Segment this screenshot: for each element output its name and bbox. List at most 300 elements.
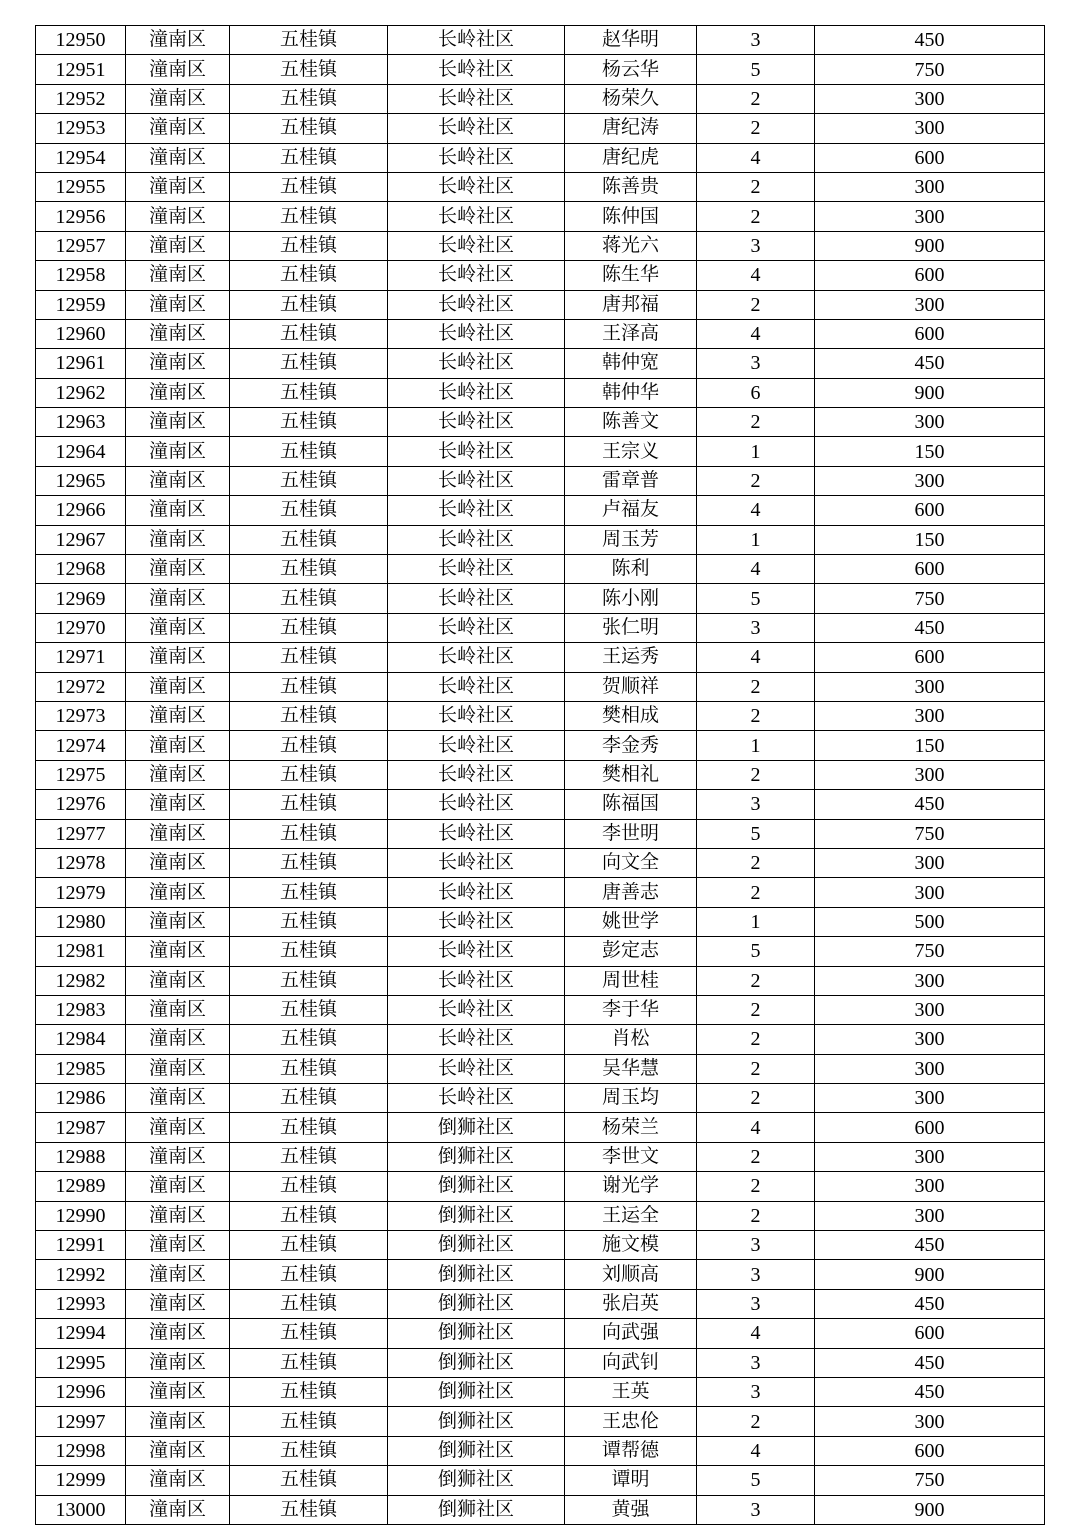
record-number-cell: 12960 bbox=[36, 319, 126, 348]
district-cell: 潼南区 bbox=[126, 261, 230, 290]
name-cell: 谢光学 bbox=[565, 1172, 697, 1201]
name-cell: 唐纪虎 bbox=[565, 143, 697, 172]
table-row bbox=[36, 966, 1045, 995]
record-number-cell: 12997 bbox=[36, 1407, 126, 1436]
table-row bbox=[36, 1407, 1045, 1436]
record-number-cell: 12950 bbox=[36, 26, 126, 55]
name-cell: 杨荣久 bbox=[565, 84, 697, 113]
name-cell: 周玉芳 bbox=[565, 525, 697, 554]
record-number-cell: 12977 bbox=[36, 819, 126, 848]
district-cell: 潼南区 bbox=[126, 1348, 230, 1377]
household-size-cell: 4 bbox=[697, 496, 815, 525]
table-row bbox=[36, 555, 1045, 584]
name-cell: 陈善贵 bbox=[565, 172, 697, 201]
household-size-cell: 4 bbox=[697, 555, 815, 584]
town-cell: 五桂镇 bbox=[230, 172, 388, 201]
district-cell: 潼南区 bbox=[126, 1025, 230, 1054]
district-cell: 潼南区 bbox=[126, 1407, 230, 1436]
district-cell: 潼南区 bbox=[126, 1201, 230, 1230]
community-cell: 长岭社区 bbox=[388, 672, 565, 701]
community-cell: 倒狮社区 bbox=[388, 1377, 565, 1406]
amount-cell: 150 bbox=[815, 437, 1045, 466]
community-cell: 倒狮社区 bbox=[388, 1436, 565, 1465]
community-cell: 长岭社区 bbox=[388, 202, 565, 231]
table-row bbox=[36, 1348, 1045, 1377]
table-row bbox=[36, 1436, 1045, 1465]
household-size-cell: 3 bbox=[697, 790, 815, 819]
amount-cell: 600 bbox=[815, 1436, 1045, 1465]
household-size-cell: 2 bbox=[697, 848, 815, 877]
name-cell: 陈生华 bbox=[565, 261, 697, 290]
town-cell: 五桂镇 bbox=[230, 966, 388, 995]
household-size-cell: 2 bbox=[697, 84, 815, 113]
household-size-cell: 5 bbox=[697, 1466, 815, 1495]
name-cell: 卢福友 bbox=[565, 496, 697, 525]
household-size-cell: 2 bbox=[697, 1054, 815, 1083]
table-row bbox=[36, 790, 1045, 819]
table-row bbox=[36, 937, 1045, 966]
district-cell: 潼南区 bbox=[126, 26, 230, 55]
record-number-cell: 12982 bbox=[36, 966, 126, 995]
table-row bbox=[36, 1495, 1045, 1524]
name-cell: 陈小刚 bbox=[565, 584, 697, 613]
district-cell: 潼南区 bbox=[126, 1113, 230, 1142]
district-cell: 潼南区 bbox=[126, 55, 230, 84]
town-cell: 五桂镇 bbox=[230, 760, 388, 789]
table-row bbox=[36, 731, 1045, 760]
amount-cell: 600 bbox=[815, 261, 1045, 290]
town-cell: 五桂镇 bbox=[230, 731, 388, 760]
community-cell: 长岭社区 bbox=[388, 701, 565, 730]
name-cell: 李金秀 bbox=[565, 731, 697, 760]
community-cell: 长岭社区 bbox=[388, 731, 565, 760]
name-cell: 赵华明 bbox=[565, 26, 697, 55]
table-row bbox=[36, 349, 1045, 378]
town-cell: 五桂镇 bbox=[230, 55, 388, 84]
name-cell: 向武钊 bbox=[565, 1348, 697, 1377]
record-number-cell: 12961 bbox=[36, 349, 126, 378]
name-cell: 周玉均 bbox=[565, 1084, 697, 1113]
amount-cell: 300 bbox=[815, 114, 1045, 143]
amount-cell: 750 bbox=[815, 55, 1045, 84]
district-cell: 潼南区 bbox=[126, 1495, 230, 1524]
district-cell: 潼南区 bbox=[126, 1142, 230, 1171]
record-number-cell: 12998 bbox=[36, 1436, 126, 1465]
household-size-cell: 4 bbox=[697, 319, 815, 348]
amount-cell: 450 bbox=[815, 1289, 1045, 1318]
record-number-cell: 12993 bbox=[36, 1289, 126, 1318]
household-size-cell: 2 bbox=[697, 1025, 815, 1054]
household-size-cell: 2 bbox=[697, 878, 815, 907]
record-number-cell: 12958 bbox=[36, 261, 126, 290]
name-cell: 唐纪涛 bbox=[565, 114, 697, 143]
name-cell: 黄强 bbox=[565, 1495, 697, 1524]
district-cell: 潼南区 bbox=[126, 966, 230, 995]
amount-cell: 750 bbox=[815, 584, 1045, 613]
record-number-cell: 12972 bbox=[36, 672, 126, 701]
household-size-cell: 2 bbox=[697, 172, 815, 201]
name-cell: 谭帮德 bbox=[565, 1436, 697, 1465]
town-cell: 五桂镇 bbox=[230, 878, 388, 907]
table-row bbox=[36, 672, 1045, 701]
town-cell: 五桂镇 bbox=[230, 437, 388, 466]
household-size-cell: 3 bbox=[697, 613, 815, 642]
amount-cell: 300 bbox=[815, 202, 1045, 231]
household-size-cell: 3 bbox=[697, 26, 815, 55]
district-cell: 潼南区 bbox=[126, 202, 230, 231]
community-cell: 长岭社区 bbox=[388, 878, 565, 907]
household-size-cell: 3 bbox=[697, 1260, 815, 1289]
record-number-cell: 12978 bbox=[36, 848, 126, 877]
amount-cell: 300 bbox=[815, 878, 1045, 907]
district-cell: 潼南区 bbox=[126, 555, 230, 584]
town-cell: 五桂镇 bbox=[230, 496, 388, 525]
district-cell: 潼南区 bbox=[126, 760, 230, 789]
town-cell: 五桂镇 bbox=[230, 613, 388, 642]
community-cell: 倒狮社区 bbox=[388, 1348, 565, 1377]
amount-cell: 900 bbox=[815, 378, 1045, 407]
household-size-cell: 5 bbox=[697, 584, 815, 613]
table-row bbox=[36, 231, 1045, 260]
record-number-cell: 12964 bbox=[36, 437, 126, 466]
table-row bbox=[36, 143, 1045, 172]
table-row bbox=[36, 1054, 1045, 1083]
record-number-cell: 12988 bbox=[36, 1142, 126, 1171]
town-cell: 五桂镇 bbox=[230, 907, 388, 936]
town-cell: 五桂镇 bbox=[230, 408, 388, 437]
record-number-cell: 12951 bbox=[36, 55, 126, 84]
record-number-cell: 12959 bbox=[36, 290, 126, 319]
table-row bbox=[36, 1172, 1045, 1201]
amount-cell: 450 bbox=[815, 349, 1045, 378]
amount-cell: 300 bbox=[815, 1201, 1045, 1230]
amount-cell: 150 bbox=[815, 731, 1045, 760]
name-cell: 张启英 bbox=[565, 1289, 697, 1318]
household-size-cell: 2 bbox=[697, 1201, 815, 1230]
district-cell: 潼南区 bbox=[126, 172, 230, 201]
household-size-cell: 5 bbox=[697, 937, 815, 966]
household-size-cell: 3 bbox=[697, 231, 815, 260]
household-size-cell: 4 bbox=[697, 261, 815, 290]
town-cell: 五桂镇 bbox=[230, 290, 388, 319]
town-cell: 五桂镇 bbox=[230, 643, 388, 672]
community-cell: 长岭社区 bbox=[388, 584, 565, 613]
community-cell: 长岭社区 bbox=[388, 496, 565, 525]
district-cell: 潼南区 bbox=[126, 1319, 230, 1348]
town-cell: 五桂镇 bbox=[230, 525, 388, 554]
amount-cell: 300 bbox=[815, 1054, 1045, 1083]
household-size-cell: 4 bbox=[697, 1319, 815, 1348]
record-number-cell: 12987 bbox=[36, 1113, 126, 1142]
district-cell: 潼南区 bbox=[126, 731, 230, 760]
community-cell: 长岭社区 bbox=[388, 172, 565, 201]
district-cell: 潼南区 bbox=[126, 1289, 230, 1318]
record-number-cell: 12971 bbox=[36, 643, 126, 672]
amount-cell: 300 bbox=[815, 1172, 1045, 1201]
amount-cell: 300 bbox=[815, 1407, 1045, 1436]
amount-cell: 600 bbox=[815, 1113, 1045, 1142]
town-cell: 五桂镇 bbox=[230, 1231, 388, 1260]
name-cell: 王英 bbox=[565, 1377, 697, 1406]
district-cell: 潼南区 bbox=[126, 349, 230, 378]
table-row bbox=[36, 378, 1045, 407]
town-cell: 五桂镇 bbox=[230, 319, 388, 348]
amount-cell: 300 bbox=[815, 701, 1045, 730]
name-cell: 李于华 bbox=[565, 995, 697, 1024]
community-cell: 倒狮社区 bbox=[388, 1201, 565, 1230]
name-cell: 周世桂 bbox=[565, 966, 697, 995]
town-cell: 五桂镇 bbox=[230, 1348, 388, 1377]
community-cell: 倒狮社区 bbox=[388, 1113, 565, 1142]
name-cell: 张仁明 bbox=[565, 613, 697, 642]
name-cell: 李世文 bbox=[565, 1142, 697, 1171]
community-cell: 长岭社区 bbox=[388, 408, 565, 437]
household-size-cell: 2 bbox=[697, 672, 815, 701]
name-cell: 韩仲宽 bbox=[565, 349, 697, 378]
district-cell: 潼南区 bbox=[126, 1436, 230, 1465]
town-cell: 五桂镇 bbox=[230, 1289, 388, 1318]
name-cell: 王泽高 bbox=[565, 319, 697, 348]
record-number-cell: 12994 bbox=[36, 1319, 126, 1348]
record-number-cell: 12995 bbox=[36, 1348, 126, 1377]
district-cell: 潼南区 bbox=[126, 613, 230, 642]
community-cell: 倒狮社区 bbox=[388, 1495, 565, 1524]
community-cell: 倒狮社区 bbox=[388, 1172, 565, 1201]
town-cell: 五桂镇 bbox=[230, 261, 388, 290]
household-size-cell: 3 bbox=[697, 1231, 815, 1260]
community-cell: 长岭社区 bbox=[388, 907, 565, 936]
town-cell: 五桂镇 bbox=[230, 1466, 388, 1495]
amount-cell: 450 bbox=[815, 1231, 1045, 1260]
household-size-cell: 2 bbox=[697, 760, 815, 789]
household-size-cell: 2 bbox=[697, 114, 815, 143]
table-row bbox=[36, 496, 1045, 525]
record-number-cell: 12968 bbox=[36, 555, 126, 584]
town-cell: 五桂镇 bbox=[230, 378, 388, 407]
record-number-cell: 12975 bbox=[36, 760, 126, 789]
town-cell: 五桂镇 bbox=[230, 1084, 388, 1113]
table-row bbox=[36, 760, 1045, 789]
table-row bbox=[36, 1319, 1045, 1348]
household-size-cell: 2 bbox=[697, 466, 815, 495]
name-cell: 唐邦福 bbox=[565, 290, 697, 319]
community-cell: 长岭社区 bbox=[388, 290, 565, 319]
community-cell: 长岭社区 bbox=[388, 760, 565, 789]
household-size-cell: 3 bbox=[697, 1377, 815, 1406]
district-cell: 潼南区 bbox=[126, 114, 230, 143]
amount-cell: 300 bbox=[815, 1025, 1045, 1054]
community-cell: 长岭社区 bbox=[388, 26, 565, 55]
community-cell: 长岭社区 bbox=[388, 261, 565, 290]
name-cell: 谭明 bbox=[565, 1466, 697, 1495]
district-cell: 潼南区 bbox=[126, 937, 230, 966]
record-number-cell: 12956 bbox=[36, 202, 126, 231]
record-number-cell: 12989 bbox=[36, 1172, 126, 1201]
town-cell: 五桂镇 bbox=[230, 937, 388, 966]
community-cell: 长岭社区 bbox=[388, 613, 565, 642]
town-cell: 五桂镇 bbox=[230, 1172, 388, 1201]
table-row bbox=[36, 848, 1045, 877]
table-row bbox=[36, 1466, 1045, 1495]
name-cell: 杨云华 bbox=[565, 55, 697, 84]
amount-cell: 450 bbox=[815, 613, 1045, 642]
amount-cell: 150 bbox=[815, 525, 1045, 554]
amount-cell: 300 bbox=[815, 84, 1045, 113]
table-row bbox=[36, 55, 1045, 84]
table-row bbox=[36, 1201, 1045, 1230]
household-size-cell: 1 bbox=[697, 907, 815, 936]
table-row bbox=[36, 1113, 1045, 1142]
community-cell: 长岭社区 bbox=[388, 114, 565, 143]
amount-cell: 300 bbox=[815, 760, 1045, 789]
amount-cell: 450 bbox=[815, 1377, 1045, 1406]
name-cell: 姚世学 bbox=[565, 907, 697, 936]
name-cell: 向文全 bbox=[565, 848, 697, 877]
amount-cell: 600 bbox=[815, 496, 1045, 525]
household-size-cell: 2 bbox=[697, 290, 815, 319]
record-number-cell: 12969 bbox=[36, 584, 126, 613]
household-size-cell: 2 bbox=[697, 1172, 815, 1201]
town-cell: 五桂镇 bbox=[230, 790, 388, 819]
table-row bbox=[36, 819, 1045, 848]
record-number-cell: 12986 bbox=[36, 1084, 126, 1113]
table-row bbox=[36, 995, 1045, 1024]
name-cell: 吴华慧 bbox=[565, 1054, 697, 1083]
district-cell: 潼南区 bbox=[126, 290, 230, 319]
household-size-cell: 2 bbox=[697, 408, 815, 437]
amount-cell: 300 bbox=[815, 995, 1045, 1024]
record-number-cell: 12981 bbox=[36, 937, 126, 966]
name-cell: 唐善志 bbox=[565, 878, 697, 907]
amount-cell: 600 bbox=[815, 143, 1045, 172]
town-cell: 五桂镇 bbox=[230, 1377, 388, 1406]
town-cell: 五桂镇 bbox=[230, 1319, 388, 1348]
community-cell: 长岭社区 bbox=[388, 643, 565, 672]
community-cell: 长岭社区 bbox=[388, 1054, 565, 1083]
town-cell: 五桂镇 bbox=[230, 555, 388, 584]
amount-cell: 900 bbox=[815, 1495, 1045, 1524]
amount-cell: 750 bbox=[815, 1466, 1045, 1495]
household-size-cell: 4 bbox=[697, 143, 815, 172]
name-cell: 雷章普 bbox=[565, 466, 697, 495]
table-row bbox=[36, 114, 1045, 143]
name-cell: 樊相成 bbox=[565, 701, 697, 730]
town-cell: 五桂镇 bbox=[230, 26, 388, 55]
town-cell: 五桂镇 bbox=[230, 84, 388, 113]
household-size-cell: 5 bbox=[697, 819, 815, 848]
district-cell: 潼南区 bbox=[126, 1377, 230, 1406]
community-cell: 倒狮社区 bbox=[388, 1319, 565, 1348]
table-row bbox=[36, 290, 1045, 319]
table-row bbox=[36, 1025, 1045, 1054]
district-cell: 潼南区 bbox=[126, 1084, 230, 1113]
table-row bbox=[36, 907, 1045, 936]
community-cell: 长岭社区 bbox=[388, 437, 565, 466]
district-cell: 潼南区 bbox=[126, 672, 230, 701]
name-cell: 陈福国 bbox=[565, 790, 697, 819]
amount-cell: 500 bbox=[815, 907, 1045, 936]
name-cell: 樊相礼 bbox=[565, 760, 697, 789]
record-number-cell: 12955 bbox=[36, 172, 126, 201]
district-cell: 潼南区 bbox=[126, 319, 230, 348]
district-cell: 潼南区 bbox=[126, 1466, 230, 1495]
district-cell: 潼南区 bbox=[126, 907, 230, 936]
record-number-cell: 12999 bbox=[36, 1466, 126, 1495]
record-number-cell: 12980 bbox=[36, 907, 126, 936]
record-number-cell: 12973 bbox=[36, 701, 126, 730]
record-number-cell: 12976 bbox=[36, 790, 126, 819]
record-number-cell: 12985 bbox=[36, 1054, 126, 1083]
town-cell: 五桂镇 bbox=[230, 349, 388, 378]
district-cell: 潼南区 bbox=[126, 378, 230, 407]
district-cell: 潼南区 bbox=[126, 878, 230, 907]
name-cell: 韩仲华 bbox=[565, 378, 697, 407]
town-cell: 五桂镇 bbox=[230, 1142, 388, 1171]
name-cell: 王宗义 bbox=[565, 437, 697, 466]
household-size-cell: 2 bbox=[697, 1084, 815, 1113]
amount-cell: 750 bbox=[815, 819, 1045, 848]
name-cell: 施文模 bbox=[565, 1231, 697, 1260]
table-row bbox=[36, 408, 1045, 437]
town-cell: 五桂镇 bbox=[230, 231, 388, 260]
amount-cell: 300 bbox=[815, 966, 1045, 995]
amount-cell: 300 bbox=[815, 1142, 1045, 1171]
record-number-cell: 13000 bbox=[36, 1495, 126, 1524]
record-number-cell: 12966 bbox=[36, 496, 126, 525]
record-number-cell: 12953 bbox=[36, 114, 126, 143]
table-row bbox=[36, 1084, 1045, 1113]
town-cell: 五桂镇 bbox=[230, 1436, 388, 1465]
record-number-cell: 12990 bbox=[36, 1201, 126, 1230]
name-cell: 王运全 bbox=[565, 1201, 697, 1230]
district-cell: 潼南区 bbox=[126, 643, 230, 672]
district-cell: 潼南区 bbox=[126, 848, 230, 877]
household-size-cell: 2 bbox=[697, 995, 815, 1024]
record-number-cell: 12965 bbox=[36, 466, 126, 495]
amount-cell: 300 bbox=[815, 672, 1045, 701]
record-number-cell: 12957 bbox=[36, 231, 126, 260]
name-cell: 向武强 bbox=[565, 1319, 697, 1348]
district-cell: 潼南区 bbox=[126, 1231, 230, 1260]
record-number-cell: 12996 bbox=[36, 1377, 126, 1406]
district-cell: 潼南区 bbox=[126, 143, 230, 172]
amount-cell: 750 bbox=[815, 937, 1045, 966]
table-row bbox=[36, 26, 1045, 55]
town-cell: 五桂镇 bbox=[230, 1260, 388, 1289]
household-size-cell: 1 bbox=[697, 525, 815, 554]
table-row bbox=[36, 878, 1045, 907]
household-size-cell: 2 bbox=[697, 701, 815, 730]
district-cell: 潼南区 bbox=[126, 525, 230, 554]
community-cell: 倒狮社区 bbox=[388, 1142, 565, 1171]
household-size-cell: 4 bbox=[697, 643, 815, 672]
district-cell: 潼南区 bbox=[126, 584, 230, 613]
community-cell: 长岭社区 bbox=[388, 966, 565, 995]
district-cell: 潼南区 bbox=[126, 408, 230, 437]
record-number-cell: 12952 bbox=[36, 84, 126, 113]
record-number-cell: 12974 bbox=[36, 731, 126, 760]
amount-cell: 450 bbox=[815, 1348, 1045, 1377]
name-cell: 王忠伦 bbox=[565, 1407, 697, 1436]
record-number-cell: 12991 bbox=[36, 1231, 126, 1260]
district-cell: 潼南区 bbox=[126, 84, 230, 113]
name-cell: 蒋光六 bbox=[565, 231, 697, 260]
community-cell: 长岭社区 bbox=[388, 1025, 565, 1054]
community-cell: 长岭社区 bbox=[388, 790, 565, 819]
district-cell: 潼南区 bbox=[126, 1054, 230, 1083]
table-row bbox=[36, 84, 1045, 113]
record-number-cell: 12984 bbox=[36, 1025, 126, 1054]
